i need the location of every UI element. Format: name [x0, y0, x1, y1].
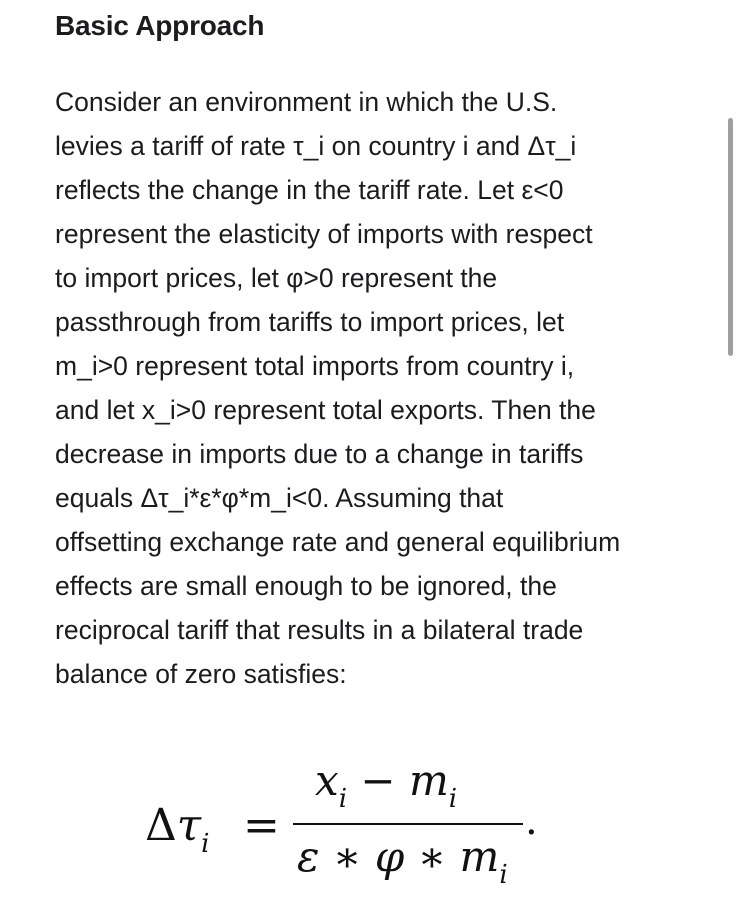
- paragraph-line: balance of zero satisfies:: [55, 659, 347, 689]
- formula-times: ∗: [417, 832, 447, 881]
- paragraph-line: levies a tariff of rate τ_i on country i and Δτ_i: [55, 131, 577, 161]
- paragraph-line: decrease in imports due to a change in tariffs: [55, 439, 584, 469]
- formula-epsilon: ε: [297, 832, 320, 881]
- reciprocal-tariff-formula: [145, 752, 565, 892]
- formula-denominator: [297, 832, 508, 890]
- formula-lhs: [145, 800, 210, 859]
- formula-x-subscript: i: [338, 784, 348, 814]
- paragraph-line: m_i>0 represent total imports from country i,: [55, 351, 575, 381]
- paragraph-line: passthrough from tariffs to import prices, let: [55, 307, 565, 337]
- formula-m-denominator: m: [459, 832, 500, 881]
- paragraph-line: Consider an environment in which the U.S.: [55, 87, 558, 117]
- paragraph-line: reflects the change in the tariff rate. Let ε<0: [55, 175, 564, 205]
- formula-delta: Δ: [145, 800, 177, 851]
- formula-tau: τ: [176, 800, 202, 851]
- body-paragraph: [55, 80, 715, 696]
- formula-x: x: [315, 756, 339, 805]
- formula-m-denominator-subscript: i: [499, 860, 508, 890]
- paragraph-line: reciprocal tariff that results in a bilateral trade: [55, 615, 584, 645]
- formula-m-numerator-subscript: i: [448, 784, 458, 814]
- formula-tau-subscript: i: [201, 829, 210, 859]
- paragraph-line: represent the elasticity of imports with respect: [55, 219, 593, 249]
- vertical-scrollbar[interactable]: [728, 118, 733, 356]
- formula-m-numerator: m: [408, 756, 449, 805]
- paragraph-line: equals Δτ_i*ε*φ*m_i<0. Assuming that: [55, 483, 504, 513]
- formula-period: .: [525, 798, 538, 844]
- paragraph-line: and let x_i>0 represent total exports. Then the: [55, 395, 596, 425]
- formula-minus: −: [360, 756, 396, 805]
- paragraph-line: to import prices, let φ>0 represent the: [55, 263, 498, 293]
- formula-numerator: [315, 756, 458, 814]
- formula-equals: =: [243, 800, 280, 851]
- paragraph-line: offsetting exchange rate and general equilibrium: [55, 527, 621, 557]
- paragraph-line: effects are small enough to be ignored, the: [55, 571, 557, 601]
- fraction-bar: [293, 823, 523, 825]
- formula-times: ∗: [332, 832, 362, 881]
- formula-phi: φ: [374, 832, 405, 881]
- section-heading: Basic Approach: [55, 10, 265, 41]
